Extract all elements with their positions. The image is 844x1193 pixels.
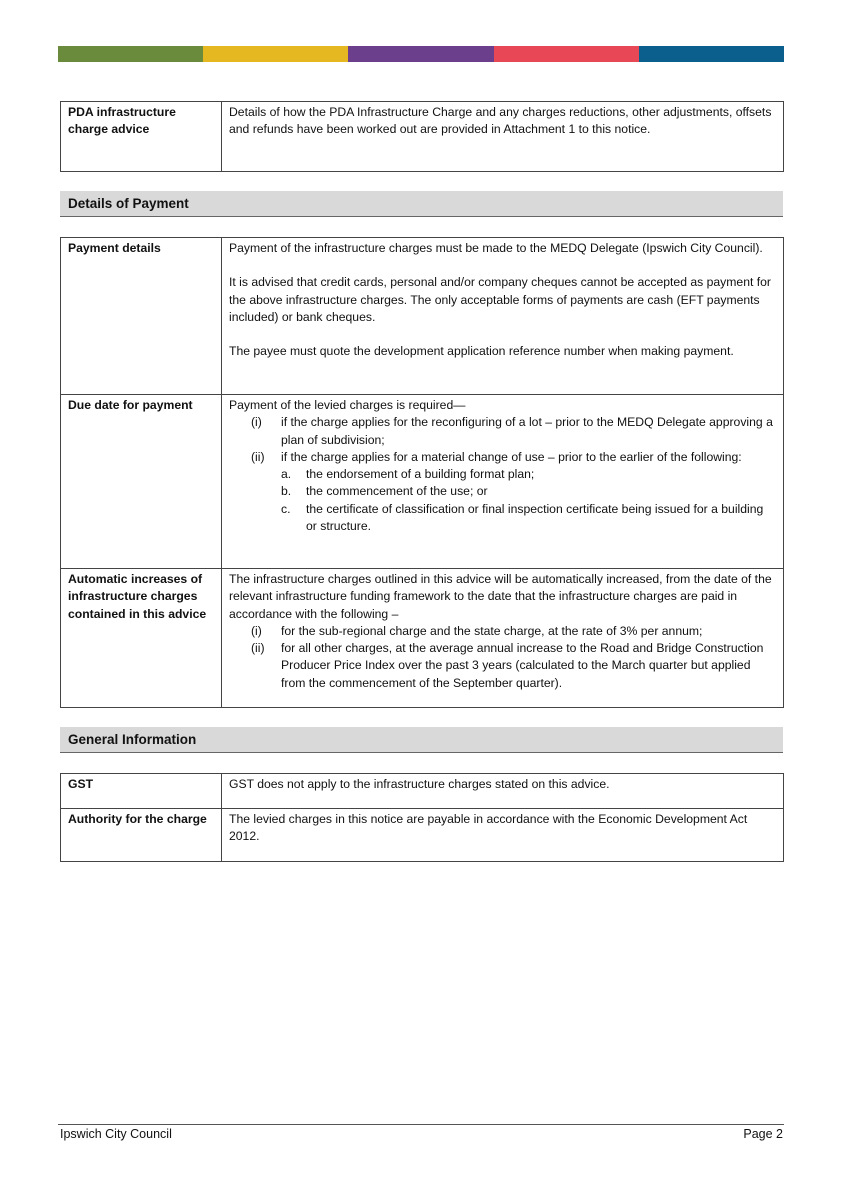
- color-bar-segment: [639, 46, 784, 62]
- due-date-cell: [222, 395, 784, 569]
- paragraph: The infrastructure charges outlined in this advice will be automatically increased, from the date of the relevant infrastructure funding framework to the date that the infrastructure charges are paid in accordance with the following –: [229, 572, 772, 621]
- list-text: for the sub-regional charge and the state charge, at the rate of 3% per annum;: [281, 623, 703, 638]
- table-row: [61, 238, 784, 395]
- list-item: [229, 466, 776, 483]
- due-date-label: Due date for payment: [61, 395, 222, 569]
- paragraph: It is advised that credit cards, personal and/or company cheques cannot be accepted as payment for the above infrastructure charges. The only acceptable forms of payments are cash (EFT payments included) or bank cheques.: [229, 275, 771, 324]
- label-line: Automatic increases of: [68, 572, 203, 586]
- auto-increase-cell: [222, 569, 784, 708]
- label-line: charge advice: [68, 122, 150, 137]
- footer-page-number: Page 2: [743, 1127, 783, 1141]
- list-text: the certificate of classification or final inspection certificate being issued for a building or structure.: [306, 501, 764, 534]
- list-item: [229, 640, 776, 692]
- list-number: (ii): [251, 641, 265, 656]
- payment-details-label: Payment details: [61, 238, 222, 395]
- gst-text: GST does not apply to the infrastructure charges stated on this advice.: [222, 774, 784, 809]
- list-text: if the charge applies for the reconfiguring of a lot – prior to the MEDQ Delegate approving a plan of subdivision;: [281, 415, 773, 447]
- footer-organisation: Ipswich City Council: [60, 1127, 172, 1141]
- paragraph: The payee must quote the development application reference number when making payment.: [229, 344, 734, 359]
- section-heading-general: General Information: [60, 727, 783, 753]
- list-number: a.: [281, 467, 292, 482]
- list-number: c.: [281, 501, 291, 516]
- list-item: [229, 483, 776, 500]
- color-bar-segment: [494, 46, 639, 62]
- pda-text: Details of how the PDA Infrastructure Charge and any charges reductions, other adjustments, offsets and refunds have been worked out are provided in Attachment 1 to this notice.: [222, 102, 784, 172]
- pda-table: [60, 101, 784, 172]
- authority-text: The levied charges in this notice are payable in accordance with the Economic Development Act 2012.: [222, 809, 784, 862]
- list-item: [229, 501, 776, 536]
- pda-label: [61, 102, 222, 172]
- section-heading-payment: Details of Payment: [60, 191, 783, 217]
- list-text: the endorsement of a building format plan;: [306, 467, 535, 482]
- color-bar-segment: [203, 46, 348, 62]
- list-text: for all other charges, at the average annual increase to the Road and Bridge Construction Producer Price Index over the past 3 years (calculated to the March quarter but applied from the commencement of the September quarter).: [281, 641, 764, 690]
- list-item: [229, 414, 776, 449]
- paragraph: Payment of the infrastructure charges must be made to the MEDQ Delegate (Ipswich City Council).: [229, 241, 763, 255]
- table-row: [61, 102, 784, 172]
- color-bar-segment: [348, 46, 493, 62]
- color-bar-segment: [58, 46, 203, 62]
- paragraph: Payment of the levied charges is required—: [229, 398, 466, 412]
- gst-label: GST: [61, 774, 222, 809]
- due-date-list: [229, 414, 776, 466]
- label-line: contained in this advice: [68, 606, 207, 621]
- list-text: the commencement of the use; or: [306, 484, 488, 499]
- label-line: infrastructure charges: [68, 589, 198, 604]
- payment-details-cell: [222, 238, 784, 395]
- general-table: [60, 773, 784, 862]
- table-row: [61, 774, 784, 809]
- due-date-sublist: [229, 466, 776, 535]
- header-color-bar: [58, 46, 784, 62]
- list-number: b.: [281, 484, 292, 499]
- list-number: (i): [251, 623, 262, 638]
- list-number: (i): [251, 415, 262, 430]
- list-text: if the charge applies for a material change of use – prior to the earlier of the following:: [281, 449, 742, 464]
- auto-increase-list: [229, 623, 776, 692]
- table-row: [61, 395, 784, 569]
- footer-divider: [58, 1124, 784, 1125]
- auto-increase-label: [61, 569, 222, 708]
- payment-table: [60, 237, 784, 708]
- table-row: [61, 809, 784, 862]
- table-row: [61, 569, 784, 708]
- list-number: (ii): [251, 449, 265, 464]
- list-item: [229, 623, 776, 640]
- list-item: [229, 449, 776, 466]
- label-line: PDA infrastructure: [68, 105, 176, 119]
- authority-label: Authority for the charge: [61, 809, 222, 862]
